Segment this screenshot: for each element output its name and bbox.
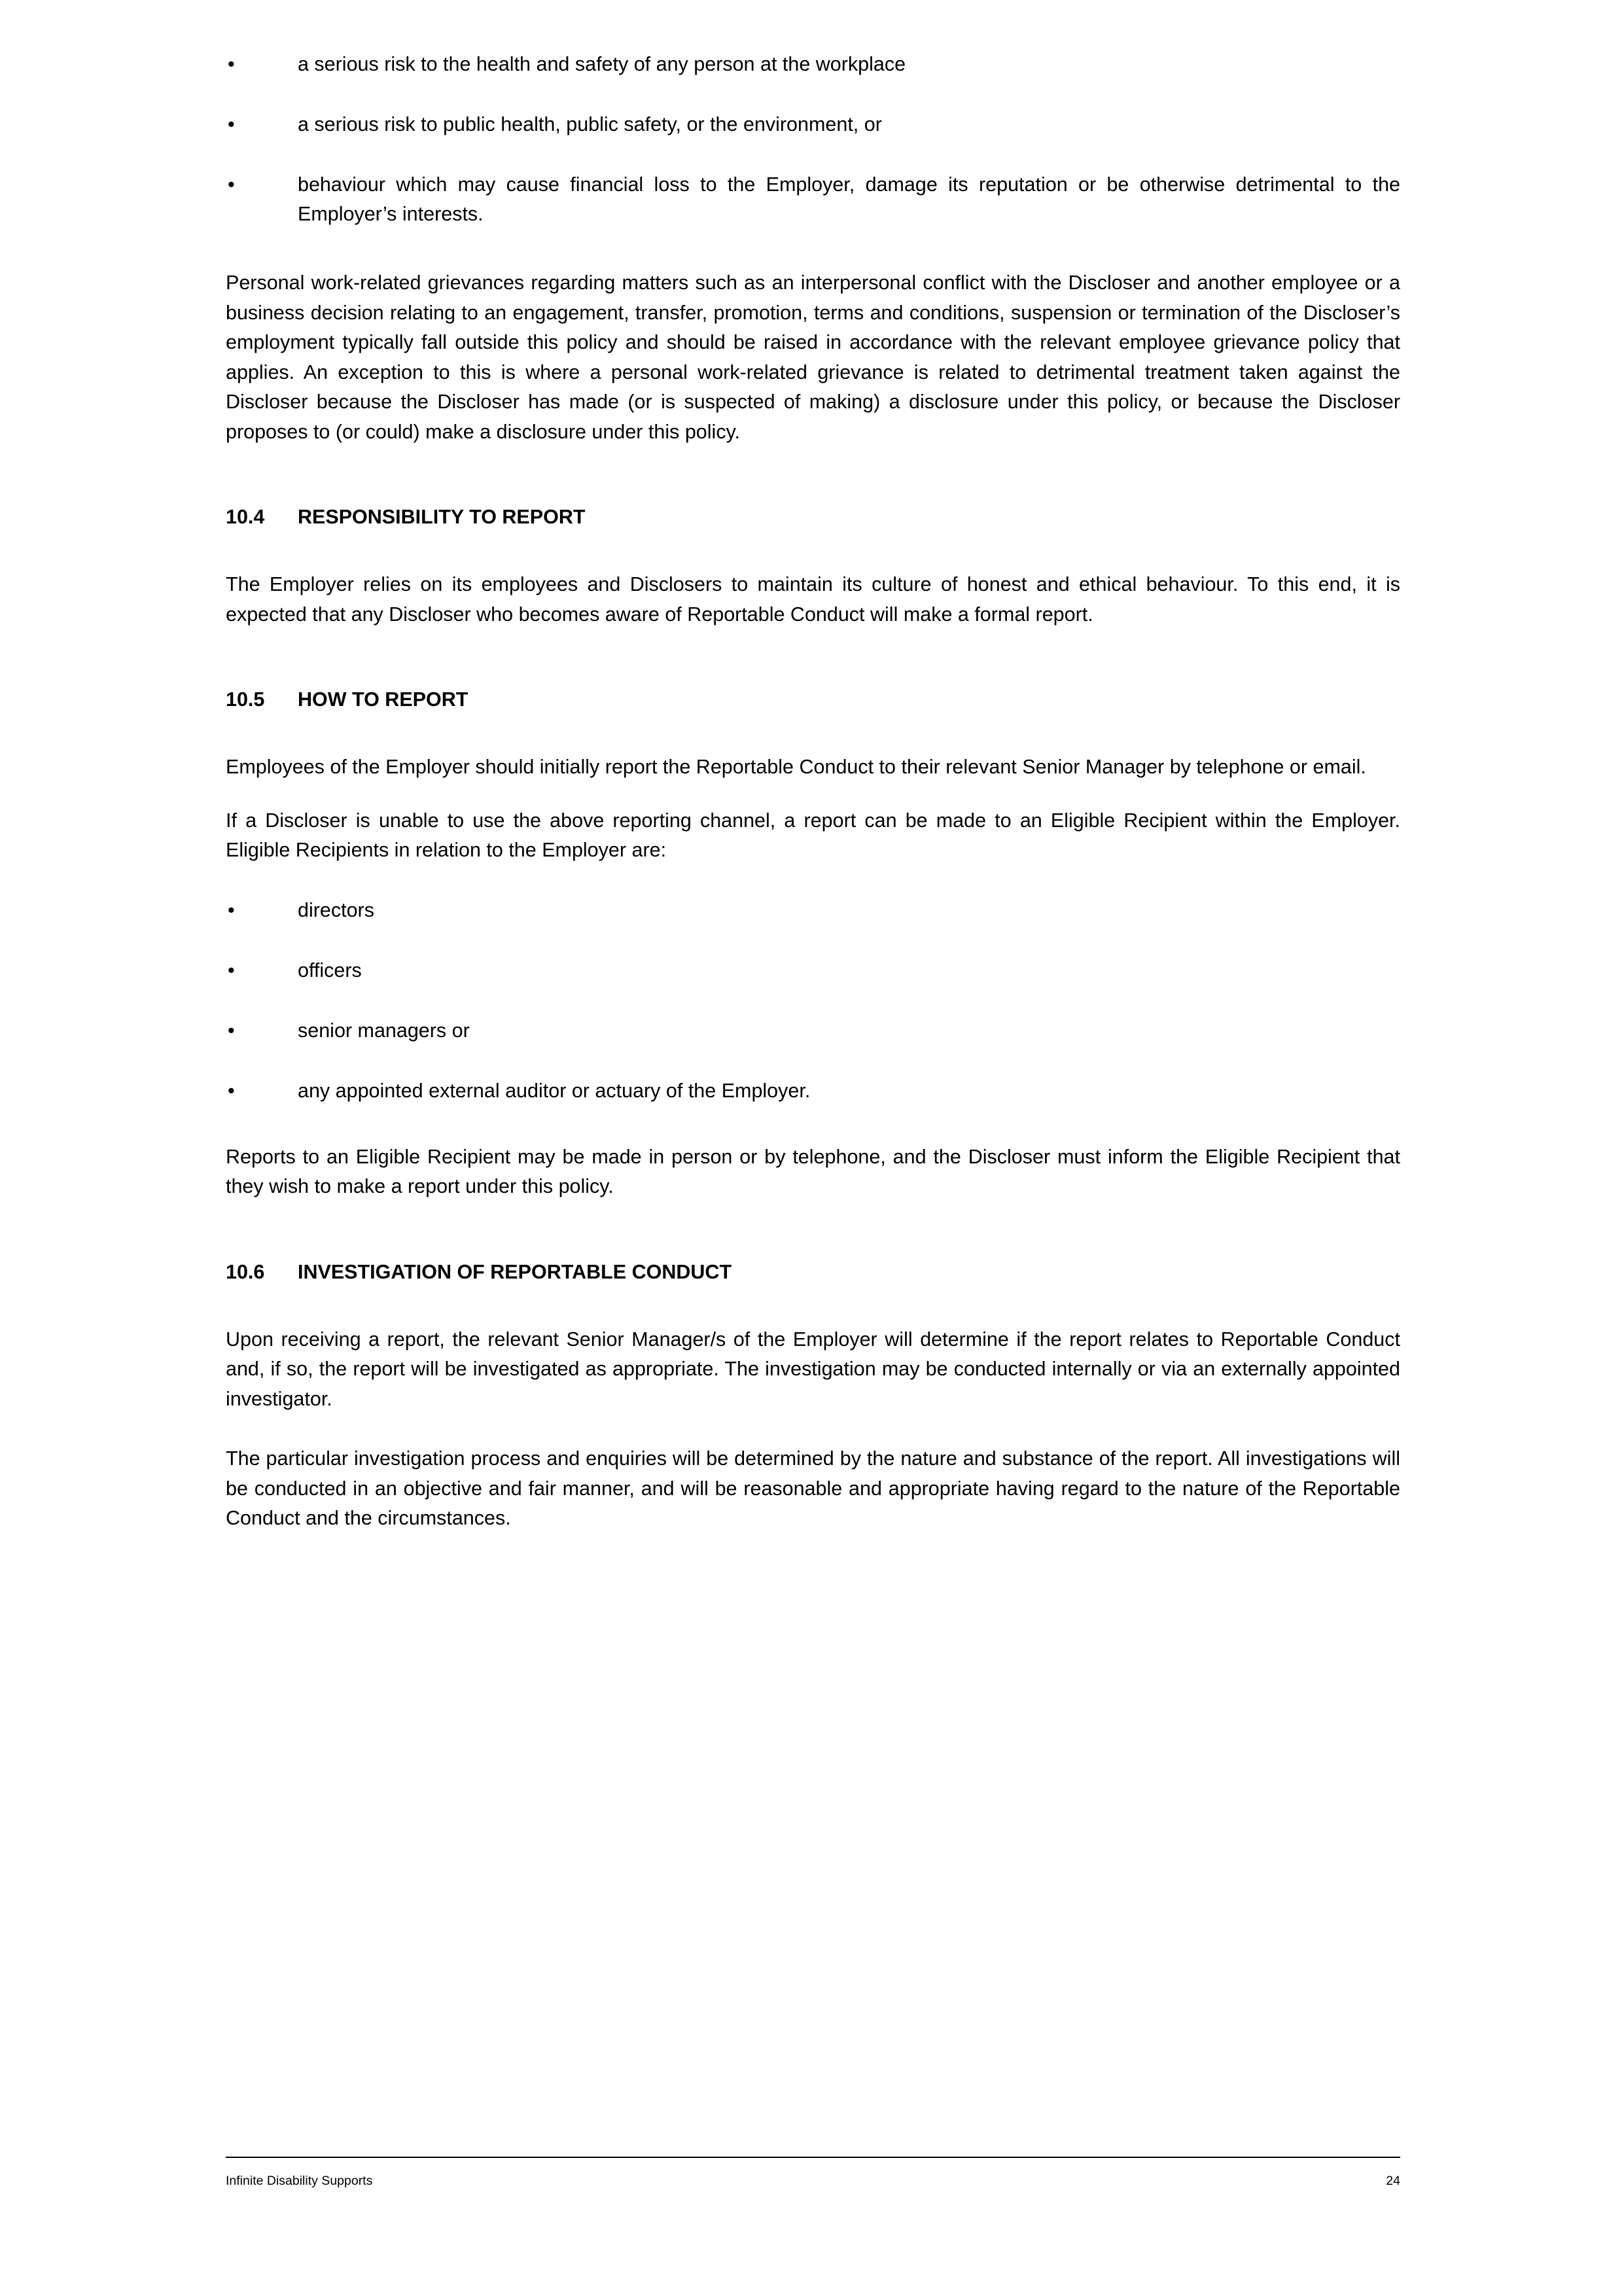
section-10-5-paragraph-3: Reports to an Eligible Recipient may be made in person or by telephone, and the Discloser must inform the Eligible Recipient that they wish to make a report under this policy. bbox=[226, 1145, 1400, 1197]
footer-row bbox=[226, 2172, 1400, 2189]
section-heading-10-5 bbox=[226, 686, 1400, 713]
list-item-text: officers bbox=[298, 959, 362, 981]
bullet-icon: • bbox=[228, 898, 235, 921]
spacer bbox=[226, 866, 1400, 896]
section-number: 10.5 bbox=[226, 688, 265, 711]
footer-document-title: Infinite Disability Supports bbox=[226, 2174, 373, 2188]
section-number: 10.4 bbox=[226, 506, 265, 528]
page-content bbox=[226, 0, 1400, 1534]
eligible-recipients-bullet-list bbox=[226, 896, 1400, 1106]
section-10-5-paragraph-1: Employees of the Employer should initially report the Reportable Conduct to their relevant Senior Manager by telephone or email. bbox=[226, 756, 1366, 778]
bullet-icon: • bbox=[228, 113, 235, 135]
footer-page-number: 24 bbox=[1386, 2174, 1400, 2188]
bullet-icon: • bbox=[228, 1019, 235, 1042]
section-10-6-paragraph-1: Upon receiving a report, the relevant Senior Manager/s of the Employer will determine if the report relates to Reportable Conduct and, if so, the report will be investigated as appropriate. The investigation may be conducted internally or via an externally appointed investigator. bbox=[226, 1328, 1400, 1410]
spacer bbox=[226, 783, 1400, 806]
list-item bbox=[226, 896, 1400, 925]
bullet-icon: • bbox=[228, 959, 235, 981]
list-item bbox=[226, 956, 1400, 985]
list-item bbox=[226, 50, 1400, 79]
top-spacer bbox=[226, 0, 1400, 50]
footer-divider bbox=[226, 2157, 1400, 2158]
section-heading-10-4 bbox=[226, 503, 1400, 531]
spacer bbox=[226, 1414, 1400, 1444]
spacer bbox=[226, 447, 1400, 503]
list-item-text: a serious risk to the health and safety of any person at the workplace bbox=[298, 53, 906, 75]
spacer bbox=[226, 1106, 1400, 1142]
spacer bbox=[226, 1202, 1400, 1258]
bullet-icon: • bbox=[228, 173, 235, 196]
spacer bbox=[226, 229, 1400, 268]
list-item-text: senior managers or bbox=[298, 1019, 470, 1042]
spacer bbox=[226, 531, 1400, 570]
section-heading-10-6 bbox=[226, 1258, 1400, 1286]
list-item-text: any appointed external auditor or actuary of the Employer. bbox=[298, 1079, 811, 1102]
page-footer bbox=[226, 2157, 1400, 2189]
section-10-4-paragraph-1: The Employer relies on its employees and Disclosers to maintain its culture of honest and ethical behaviour. To this end, it is expected that any Discloser who becomes aware of Reportable Conduct will make a formal report. bbox=[226, 573, 1400, 626]
list-item-text: directors bbox=[298, 898, 374, 921]
reportable-conduct-bullet-list bbox=[226, 50, 1400, 229]
list-item-text: a serious risk to public health, public safety, or the environment, or bbox=[298, 113, 882, 135]
list-item bbox=[226, 1016, 1400, 1046]
list-item-text: behaviour which may cause financial loss to the Employer, damage its reputation or be otherwise detrimental to the Employer’s interests. bbox=[298, 173, 1400, 225]
spacer bbox=[226, 713, 1400, 752]
section-title: HOW TO REPORT bbox=[298, 688, 468, 711]
spacer bbox=[226, 1286, 1400, 1325]
bullet-icon: • bbox=[228, 53, 235, 75]
section-title: RESPONSIBILITY TO REPORT bbox=[298, 506, 586, 528]
section-number: 10.6 bbox=[226, 1260, 265, 1283]
spacer bbox=[226, 629, 1400, 686]
grievance-paragraph: Personal work-related grievances regarding matters such as an interpersonal conflict with the Discloser and another employee or a business decision relating to an engagement, transfer, promotion, terms and conditions, suspension or termination of the Discloser’s employment typically fall outside this policy and should be raised in accordance with the relevant employee grievance policy that applies. An exception to this is where a personal work-related grievance is related to detrimental treatment taken against the Discloser because the Discloser has made (or is suspected of making) a disclosure under this policy, or because the Discloser proposes to (or could) make a disclosure under this policy. bbox=[226, 272, 1400, 443]
list-item bbox=[226, 170, 1400, 229]
list-item bbox=[226, 110, 1400, 139]
bullet-icon: • bbox=[228, 1079, 235, 1102]
section-10-6-paragraph-2: The particular investigation process and enquiries will be determined by the nature and substance of the report. All investigations will be conducted in an objective and fair manner, and will be reasonable and appropriate having regard to the nature of the Reportable Conduct and the circumstances. bbox=[226, 1447, 1400, 1529]
section-10-5-paragraph-2: If a Discloser is unable to use the above reporting channel, a report can be made to an Eligible Recipient within the Employer. Eligible Recipients in relation to the Employer are: bbox=[226, 809, 1400, 861]
section-title: INVESTIGATION OF REPORTABLE CONDUCT bbox=[298, 1260, 732, 1283]
list-item bbox=[226, 1076, 1400, 1106]
